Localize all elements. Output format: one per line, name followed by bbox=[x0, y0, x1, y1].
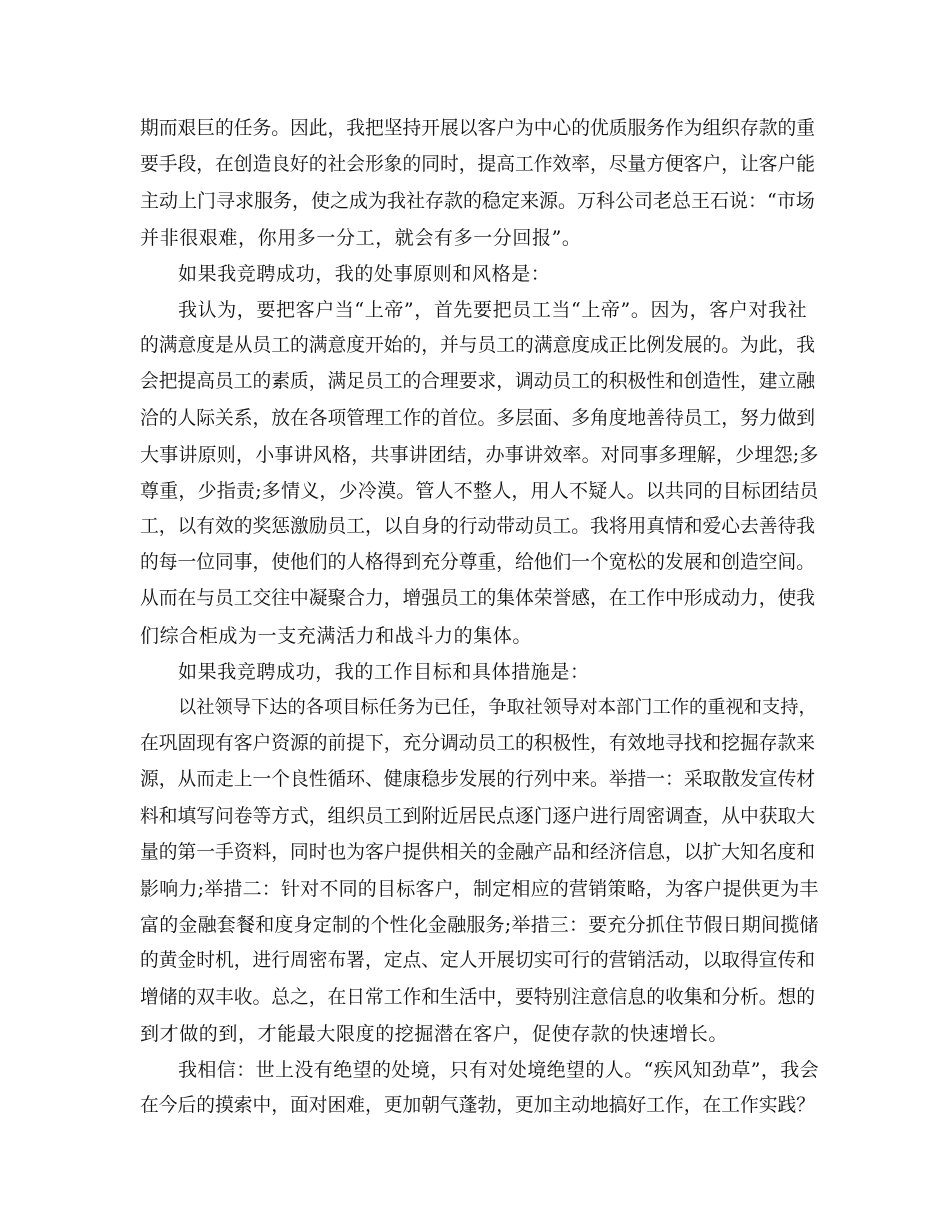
document-body bbox=[140, 111, 820, 1124]
text-line: 影响力;举措二：针对不同的目标客户，制定相应的营销策略，为客户提供更为丰 bbox=[140, 877, 819, 900]
text-line: 要手段，在创造良好的社会形象的同时，提高工作效率，尽量方便客户，让客户能 bbox=[140, 154, 815, 176]
text-line: 如果我竞聘成功，我的处事原则和风格是： bbox=[178, 262, 551, 285]
text-line: 洽的人际关系，放在各项管理工作的首位。多层面、多角度地善待员工，努力做到 bbox=[140, 407, 815, 429]
text-line: 在巩固现有客户资源的前提下，充分调动员工的积极性，有效地寻找和挖掘存款来 bbox=[140, 733, 815, 755]
text-line: 料和填写问卷等方式，组织员工到附近居民点逐门逐户进行周密调查，从中获取大 bbox=[140, 805, 815, 827]
text-line: 工，以有效的奖惩激励员工，以自身的行动带动员工。我将用真情和爱心去善待我 bbox=[140, 516, 815, 538]
text-line: 源，从而走上一个良性循环、健康稳步发展的行列中来。举措一：采取散发宣传材 bbox=[140, 769, 815, 791]
text-line: 主动上门寻求服务，使之成为我社存款的稳定来源。万科公司老总王石说：“市场 bbox=[140, 190, 815, 213]
text-line: 期而艰巨的任务。因此，我把坚持开展以客户为中心的优质服务作为组织存款的重 bbox=[140, 118, 815, 139]
text-line: 如果我竞聘成功，我的工作目标和具体措施是： bbox=[178, 660, 590, 683]
text-line: 富的金融套餐和度身定制的个性化金融服务;举措三：要充分抓住节假日期间揽储 bbox=[140, 914, 819, 937]
text-line: 我认为，要把客户当“上帝”，首先要把员工当“上帝”。因为，客户对我社 bbox=[178, 298, 808, 321]
text-line: 从而在与员工交往中凝聚合力，增强员工的集体荣誉感，在工作中形成动力，使我 bbox=[140, 588, 815, 610]
text-line: 大事讲原则，小事讲风格，共事讲团结，办事讲效率。对同事多理解，少埋怨;多 bbox=[140, 443, 819, 466]
text-line: 到才做的到，才能最大限度的挖掘潜在客户，促使存款的快速增长。 bbox=[140, 1022, 729, 1045]
text-line: 我相信：世上没有绝望的处境，只有对处境绝望的人。“疾风知劲草”，我会 bbox=[178, 1058, 820, 1081]
text-line: 尊重，少指责;多情义，少冷漠。管人不整人，用人不疑人。以共同的目标团结员 bbox=[140, 479, 819, 502]
text-line: 们综合柜成为一支充满活力和战斗力的集体。 bbox=[140, 624, 533, 647]
text-line: 以社领导下达的各项目标任务为已任，争取社领导对本部门工作的重视和支持， bbox=[178, 697, 817, 718]
text-line: 的满意度是从员工的满意度开始的，并与员工的满意度成正比例发展的。为此，我 bbox=[140, 335, 815, 357]
text-line: 量的第一手资料，同时也为客户提供相关的金融产品和经济信息，以扩大知名度和 bbox=[140, 841, 815, 863]
text-line: 的黄金时机，进行周密布署，定点、定人开展切实可行的营销活动，以取得宣传和 bbox=[140, 950, 815, 972]
text-line: 的每一位同事，使他们的人格得到充分尊重，给他们一个宽松的发展和创造空间。 bbox=[140, 552, 815, 574]
text-line: 会把提高员工的素质，满足员工的合理要求，调动员工的积极性和创造性，建立融 bbox=[140, 371, 815, 393]
text-line: 增储的双丰收。总之，在日常工作和生活中，要特别注意信息的收集和分析。想的 bbox=[140, 986, 815, 1008]
text-line: 在今后的摸索中，面对困难，更加朝气蓬勃，更加主动地搞好工作，在工作实践？ bbox=[140, 1095, 815, 1117]
text-line: 并非很艰难，你用多一分工，就会有多一分回报”。 bbox=[140, 226, 582, 249]
